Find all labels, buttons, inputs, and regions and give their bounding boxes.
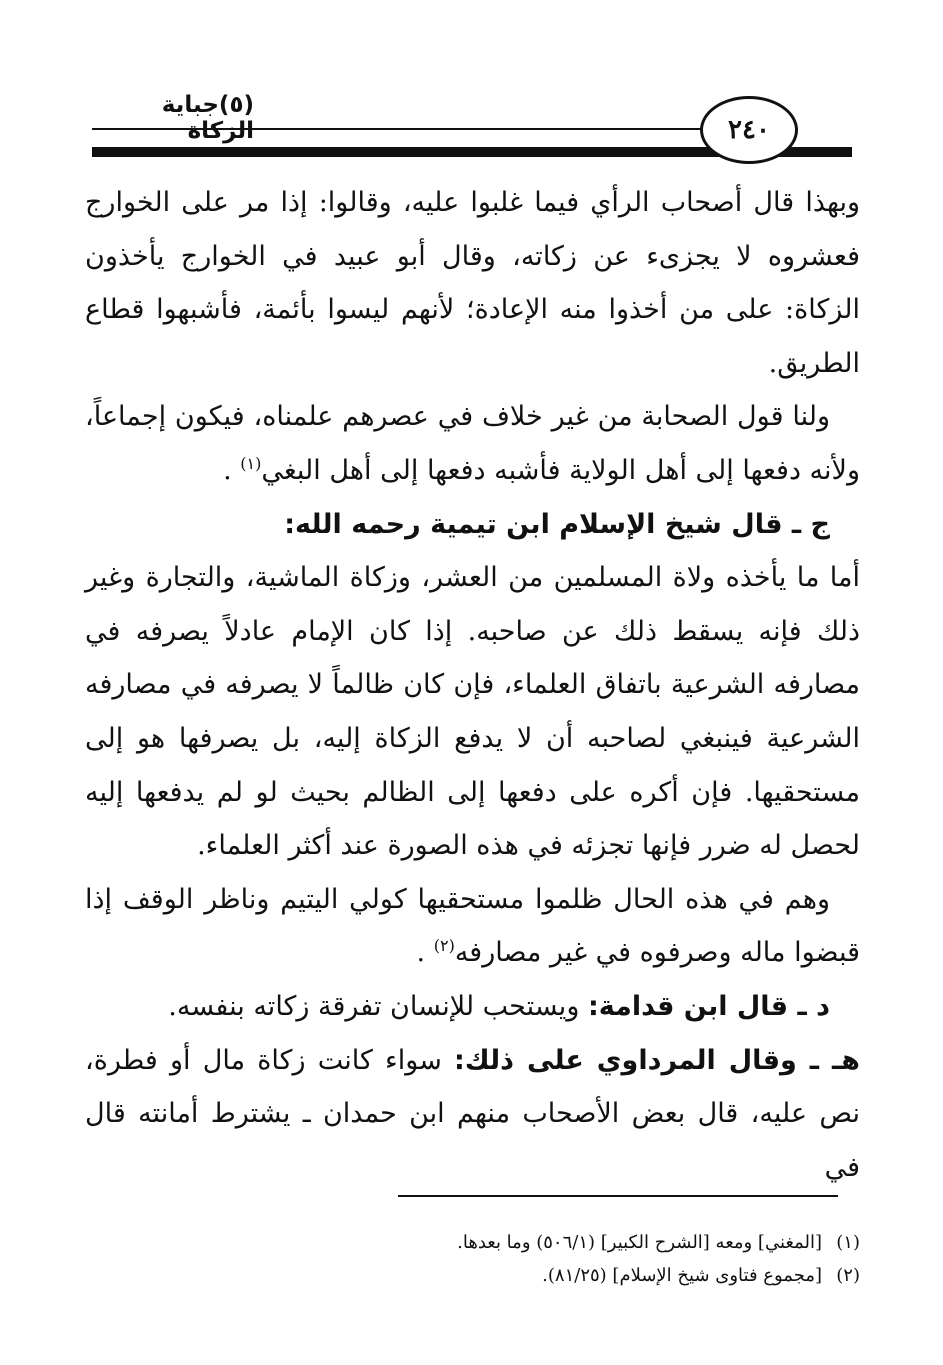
footnote-2-text: [مجموع فتاوى شيخ الإسلام] (٨١/٢٥).	[542, 1265, 822, 1286]
paragraph-4	[85, 873, 860, 980]
section-heading-jim: ج ـ قال شيخ الإسلام ابن تيمية رحمه الله:	[284, 508, 830, 540]
footnote-1-text: [المغني] ومعه [الشرح الكبير] (٥٠٦/١) وما بعدها.	[457, 1232, 822, 1253]
body-text	[85, 176, 860, 1194]
page-number	[700, 96, 798, 164]
paragraph-1: وبهذا قال أصحاب الرأي فيما غلبوا عليه، وقالوا: إذا مر على الخوارج فعشروه لا يجزىء عن زكاته، وقال أبو عبيد في الخوارج يأخذون الزكاة: على من أخذوا منه الإعادة؛ لأنهم ليسوا بأئمة، فأشبهوا قطاع الطريق.	[85, 187, 860, 379]
footnote-1-number: (١)	[836, 1232, 860, 1253]
footnote-ref-1: (١)	[240, 453, 262, 473]
paragraph-6	[85, 1034, 860, 1195]
paragraph-2-period: .	[223, 454, 232, 486]
footnote-separator	[398, 1195, 838, 1197]
paragraph-3: أما ما يأخذه ولاة المسلمين من العشر، وزكاة الماشية، والتجارة وغير ذلك فإنه يسقط ذلك عن صاحبه. إذا كان الإمام عادلاً يصرفه في مصارفه الشرعية باتفاق العلماء، فإن كان ظالماً لا يصرفه في مصارفه الشرعية فينبغي لصاحبه أن لا يدفع الزكاة إليه، بل يصرفها هو إلى مستحقيها. فإن أكره على دفعها إلى الظالم بحيث لو لم يدفعها إليه لحصل له ضرر فإنها تجزئه في هذه الصورة عند أكثر العلماء.	[85, 562, 860, 862]
footnote-ref-2: (٢)	[433, 936, 455, 956]
paragraph-6-text: سواء كانت زكاة مال أو فطرة، نص عليه، قال بعض الأصحاب منهم ابن حمدان ـ يشترط أمانته قال في	[85, 1044, 860, 1183]
footnote-2	[300, 1259, 860, 1292]
paragraph-5-text: ويستحب للإنسان تفرقة زكاته بنفسه.	[168, 990, 580, 1022]
section-heading-dal: د ـ قال ابن قدامة:	[587, 990, 830, 1022]
footnote-1	[300, 1226, 860, 1259]
paragraph-2	[85, 390, 860, 497]
running-title: (٥)جباية الزكاة	[161, 92, 254, 144]
footnotes	[300, 1226, 860, 1292]
paragraph-4-period: .	[416, 937, 426, 969]
paragraph-2-text: ولنا قول الصحابة من غير خلاف في عصرهم علمناه، فيكون إجماعاً، ولأنه دفعها إلى أهل الولاية فأشبه دفعها إلى أهل البغي	[85, 401, 860, 486]
page-number-text: ٢٤٠	[728, 115, 770, 145]
footnote-2-number: (٢)	[836, 1265, 860, 1286]
paragraph-4-text: وهم في هذه الحال ظلموا مستحقيها كولي اليتيم وناظر الوقف إذا قبضوا ماله وصرفوه في غير مصارفه	[85, 883, 860, 969]
section-heading-ha: هـ ـ وقال المرداوي على ذلك:	[454, 1044, 860, 1076]
paragraph-5	[85, 980, 860, 1034]
